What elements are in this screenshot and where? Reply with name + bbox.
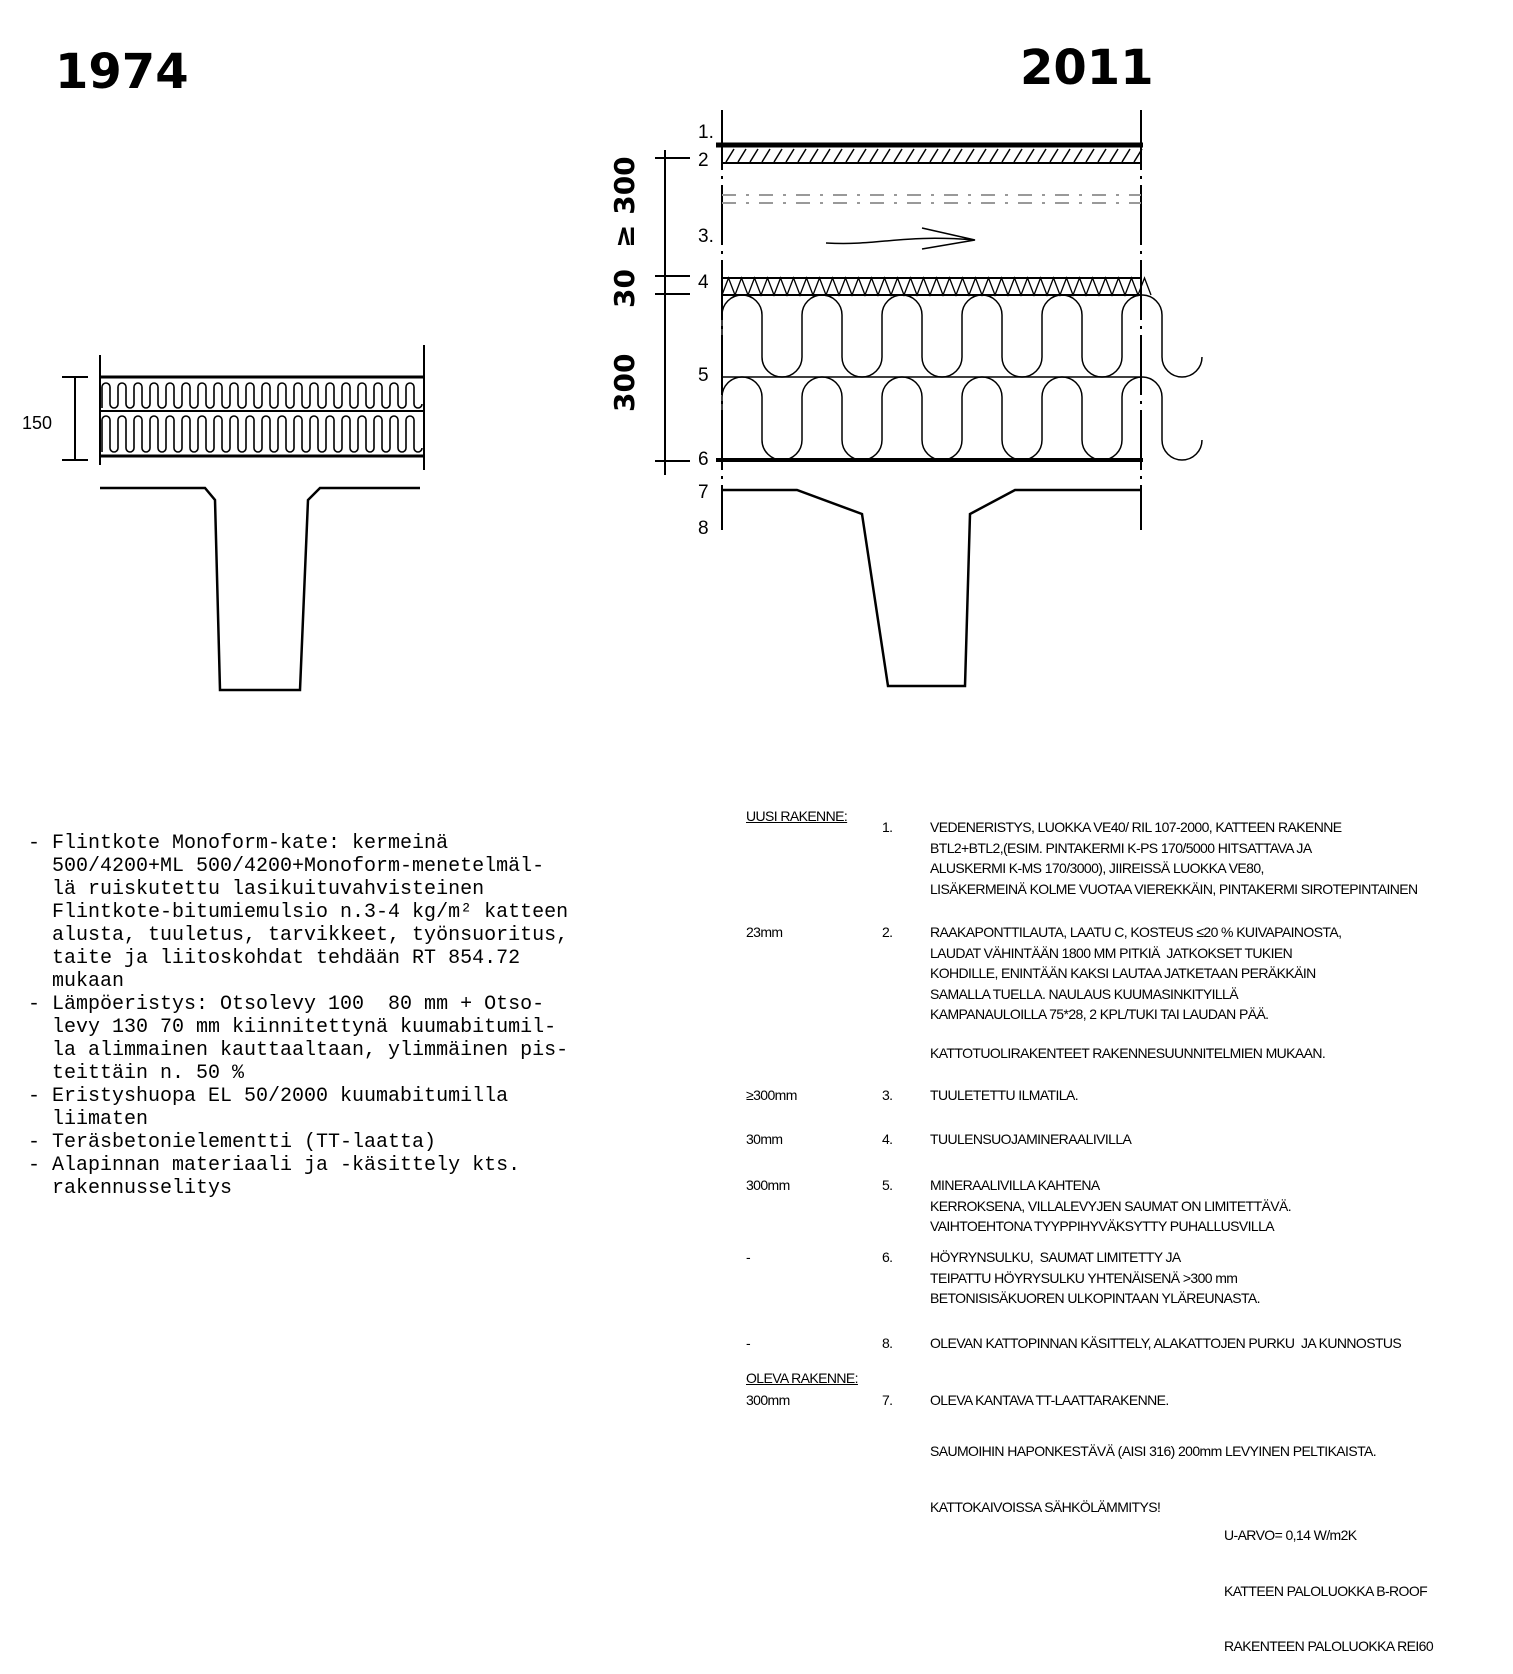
existing-structure-heading: OLEVA RAKENNE: xyxy=(746,1370,858,1386)
spec-line xyxy=(28,947,568,970)
layer-number: 8 xyxy=(698,518,709,539)
board-hatch xyxy=(918,149,926,162)
board-hatch xyxy=(978,149,986,162)
legend-thickness: ≥300mm xyxy=(746,1087,797,1103)
bullet-dash: - xyxy=(28,1154,41,1177)
legend-description xyxy=(930,817,1418,899)
layer-number: 6 xyxy=(698,449,709,470)
board-hatch xyxy=(738,149,746,162)
board-hatch xyxy=(846,149,854,162)
legend-description xyxy=(930,1333,1401,1354)
bullet-dash: - xyxy=(28,1085,41,1108)
section-drawings xyxy=(0,0,1513,800)
spec-text: lä ruiskutettu lasikuituvahvisteinen xyxy=(52,878,485,901)
layer-number: 1. xyxy=(698,122,714,143)
roof-fire-class: KATTEEN PALOLUOKKA B-ROOF xyxy=(1224,1582,1428,1599)
board-hatch xyxy=(930,149,938,162)
board-hatch xyxy=(1026,149,1034,162)
spec-text: taite ja liitoskohdat tehdään RT 854.72 xyxy=(52,947,521,970)
legend-description xyxy=(930,1129,1131,1150)
board-hatch xyxy=(990,149,998,162)
spec-text: la alimmainen kauttaaltaan, ylimmäinen pis- xyxy=(52,1039,569,1062)
board-hatch xyxy=(750,149,758,162)
board-hatch xyxy=(786,149,794,162)
layer-number: 2 xyxy=(698,150,709,171)
spec-line xyxy=(28,1177,568,1200)
board-hatch xyxy=(1122,149,1130,162)
legend-line: SAUMOIHIN HAPONKESTÄVÄ (AISI 316) 200mm LEVYINEN PELTIKAISTA. xyxy=(930,1443,1377,1459)
board-hatch xyxy=(798,149,806,162)
board-hatch xyxy=(1062,149,1070,162)
legend-line: KATTOTUOLIRAKENTEET RAKENNESUUNNITELMIEN MUKAAN. xyxy=(930,1045,1326,1061)
legend-line: HÖYRYNSULKU, SAUMAT LIMITETTY JA xyxy=(930,1249,1181,1265)
legend-number: 5. xyxy=(882,1177,893,1193)
board-hatch xyxy=(1110,149,1118,162)
board-hatch xyxy=(894,149,902,162)
board-hatch xyxy=(1098,149,1106,162)
legend-line: KAMPANAULOILLA 75*28, 2 KPL/TUKI TAI LAUDAN PÄÄ. xyxy=(930,1006,1269,1023)
board-hatch xyxy=(1038,149,1046,162)
legend-line: BETONISISÄKUOREN ULKOPINTAAN YLÄREUNASTA. xyxy=(930,1290,1260,1307)
legend-line: OLEVA KANTAVA TT-LAATTARAKENNE. xyxy=(930,1392,1169,1408)
board-hatch xyxy=(834,149,842,162)
spec-line xyxy=(28,1085,568,1108)
spec-text: levy 130 70 mm kiinnitettynä kuumabitumil- xyxy=(52,1016,557,1039)
board-hatch xyxy=(954,149,962,162)
legend-thickness: - xyxy=(746,1335,751,1351)
board-hatch xyxy=(1050,149,1058,162)
legend-number: 1. xyxy=(882,819,893,835)
spec-line xyxy=(28,924,568,947)
spec-text: rakennusselitys xyxy=(52,1177,233,1200)
legend-thickness: 300mm xyxy=(746,1392,790,1408)
spec-1974 xyxy=(28,832,568,1200)
legend-line: LAUDAT VÄHINTÄÄN 1800 MM PITKIÄ JATKOKSET TUKIEN xyxy=(930,944,1293,961)
legend-description xyxy=(930,1043,1325,1064)
spec-line xyxy=(28,1131,568,1154)
legend-number: 7. xyxy=(882,1392,893,1408)
layer-number: 7 xyxy=(698,482,709,503)
structure-fire-class: RAKENTEEN PALOLUOKKA REI60 xyxy=(1224,1638,1434,1654)
board-hatch xyxy=(1086,149,1094,162)
legend-description xyxy=(930,1247,1260,1309)
spec-text: 500/4200+ML 500/4200+Monoform-menetelmäl- xyxy=(52,855,545,878)
legend-description xyxy=(930,1441,1376,1462)
legend-line: ALUSKERMI K-MS 170/3000), JIIREISSÄ LUOKKA VE80, xyxy=(930,860,1264,877)
spec-line xyxy=(28,1062,568,1085)
u-value: U-ARVO= 0,14 W/m2K xyxy=(1224,1527,1357,1543)
board-hatch xyxy=(858,149,866,162)
legend-line: BTL2+BTL2,(ESIM. PINTAKERMI K-PS 170/5000 HITSATTAVA JA xyxy=(930,839,1312,856)
legend-description xyxy=(930,922,1341,1025)
spec-line xyxy=(28,970,568,993)
spec-line xyxy=(28,1039,568,1062)
legend-number: 4. xyxy=(882,1131,893,1147)
board-hatch xyxy=(870,149,878,162)
legend-description xyxy=(930,1497,1160,1518)
board-hatch xyxy=(1074,149,1082,162)
new-structure-heading: UUSI RAKENNE: xyxy=(746,808,848,824)
legend-line: KOHDILLE, ENINTÄÄN KAKSI LAUTAA JATKETAAN PERÄKKÄIN xyxy=(930,965,1316,982)
spec-text: Lämpöeristys: Otsolevy 100 80 mm + Otso- xyxy=(52,993,545,1016)
year-1974-title: 1974 xyxy=(55,44,189,100)
legend-description xyxy=(930,1390,1169,1411)
legend-line: LISÄKERMEINÄ KOLME VUOTAA VIEREKKÄIN, PINTAKERMI SIROTEPINTAINEN xyxy=(930,880,1418,897)
wind-barrier-zigzag xyxy=(722,278,1151,295)
spec-text: teittäin n. 50 % xyxy=(52,1062,245,1085)
mineral-wool-lower xyxy=(722,377,1202,460)
dimension-150: 150 xyxy=(22,413,53,433)
board-hatch xyxy=(942,149,950,162)
spec-line xyxy=(28,1108,568,1131)
legend-number: 6. xyxy=(882,1249,893,1265)
spec-line xyxy=(28,855,568,878)
mineral-wool-upper xyxy=(722,295,1202,377)
spec-line xyxy=(28,1016,568,1039)
legend-line: MINERAALIVILLA KAHTENA xyxy=(930,1177,1100,1193)
bullet-dash: - xyxy=(28,832,41,855)
spec-line xyxy=(28,878,568,901)
airflow-arrow xyxy=(826,228,975,249)
legend-number: 8. xyxy=(882,1335,893,1351)
legend-thickness: 300mm xyxy=(746,1177,790,1193)
legend-line: SAMALLA TUELLA. NAULAUS KUUMASINKITYILLÄ xyxy=(930,985,1238,1002)
legend-description xyxy=(930,1085,1078,1106)
bullet-dash: - xyxy=(28,993,41,1016)
board-hatch xyxy=(822,149,830,162)
spec-line xyxy=(28,832,568,855)
legend-number: 2. xyxy=(882,924,893,940)
legend-line: VEDENERISTYS, LUOKKA VE40/ RIL 107-2000, KATTEEN RAKENNE xyxy=(930,819,1342,835)
legend-line: KATTOKAIVOISSA SÄHKÖLÄMMITYS! xyxy=(930,1499,1161,1515)
tt-slab xyxy=(100,488,420,690)
spec-text: Teräsbetonielementti (TT-laatta) xyxy=(52,1131,437,1154)
legend-line: VAIHTOEHTONA TYYPPIHYVÄKSYTTY PUHALLUSVILLA xyxy=(930,1218,1275,1235)
spec-text: Flintkote-bitumiemulsio n.3-4 kg/m² katteen xyxy=(52,901,569,924)
legend-line: TEIPATTU HÖYRYSULKU YHTENÄISENÄ >300 mm xyxy=(930,1269,1238,1286)
summary-block xyxy=(1224,1489,1433,1674)
board-hatch xyxy=(774,149,782,162)
legend-line: KERROKSENA, VILLALEVYJEN SAUMAT ON LIMITETTÄVÄ. xyxy=(930,1197,1292,1214)
insulation-board-upper xyxy=(102,383,422,408)
dimension-insulation: 300 xyxy=(608,353,641,412)
spec-line xyxy=(28,901,568,924)
spec-text: Flintkote Monoform-kate: kermeinä xyxy=(52,832,449,855)
spec-line xyxy=(28,993,568,1016)
board-hatch xyxy=(882,149,890,162)
legend-line: TUULENSUOJAMINERAALIVILLA xyxy=(930,1131,1132,1147)
insulation-board-lower xyxy=(102,416,422,452)
layer-number: 5 xyxy=(698,365,709,386)
board-hatch xyxy=(1002,149,1010,162)
layer-number: 3. xyxy=(698,226,714,247)
bullet-dash: - xyxy=(28,1131,41,1154)
spec-text: Alapinnan materiaali ja -käsittely kts. xyxy=(52,1154,521,1177)
legend-number: 3. xyxy=(882,1087,893,1103)
tt-slab xyxy=(722,490,1141,686)
board-hatch xyxy=(1014,149,1022,162)
year-2011-title: 2011 xyxy=(1020,40,1154,96)
spec-text: Eristyshuopa EL 50/2000 kuumabitumilla xyxy=(52,1085,509,1108)
legend-thickness: - xyxy=(746,1249,751,1265)
board-hatch xyxy=(762,149,770,162)
board-hatch xyxy=(726,149,734,162)
legend-line: OLEVAN KATTOPINNAN KÄSITTELY, ALAKATTOJEN PURKU JA KUNNOSTUS xyxy=(930,1335,1402,1351)
spec-text: liimaten xyxy=(52,1108,149,1131)
legend-line: RAAKAPONTTILAUTA, LAATU C, KOSTEUS ≤20 % KUIVAPAINOSTA, xyxy=(930,924,1342,940)
drawing-2011 xyxy=(655,110,1202,686)
board-hatch xyxy=(966,149,974,162)
drawing-1974 xyxy=(62,345,424,690)
spec-text: mukaan xyxy=(52,970,125,993)
board-hatch xyxy=(810,149,818,162)
dimension-air-gap: ≥ 300 xyxy=(608,156,641,248)
legend-line: TUULETETTU ILMATILA. xyxy=(930,1087,1078,1103)
spec-text: alusta, tuuletus, tarvikkeet, työnsuoritus, xyxy=(52,924,569,947)
dimension-wind-barrier: 30 xyxy=(608,269,641,308)
legend-thickness: 23mm xyxy=(746,924,783,940)
layer-number: 4 xyxy=(698,272,709,293)
board-hatch xyxy=(906,149,914,162)
spec-line xyxy=(28,1154,568,1177)
legend-description xyxy=(930,1175,1291,1237)
legend-thickness: 30mm xyxy=(746,1131,783,1147)
